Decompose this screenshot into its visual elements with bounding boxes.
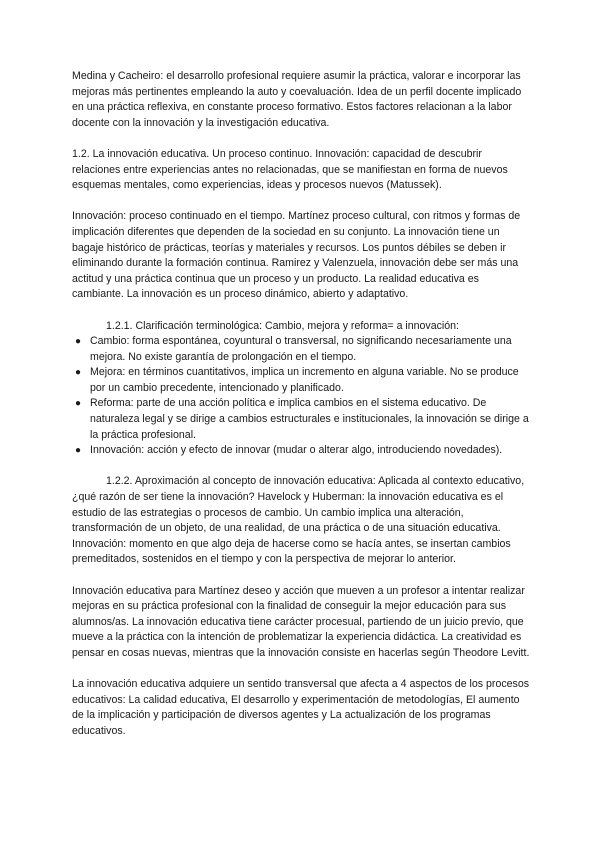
list-item-text: Cambio: forma espontánea, coyuntural o transversal, no significando necesariamente una mejora. No existe garantía de prolongación en el tiempo. [90,335,512,363]
paragraph-innovacion-martinez: Innovación educativa para Martínez deseo y acción que mueven a un profesor a intentar realizar mejoras en su práctica profesional con la finalidad de conseguir la mejor educación para sus alumnos/as. La innovación educativa tiene carácter procesual, partiendo de un juicio previo, que mueve a la práctica con la intención de problematizar la experiencia didáctica. La creatividad es pensar en cosas nuevas, mientras que la innovación consiste en hacerlas según Theodore Levitt. [72,584,530,659]
section-1-2-1-heading: 1.2.1. Clarificación terminológica: Cambio, mejora y reforma= a innovación: [106,319,459,332]
paragraph-medina-cacheiro: Medina y Cacheiro: el desarrollo profesional requiere asumir la práctica, valorar e incorporar las mejoras más pertinentes empleando la auto y coevaluación. Idea de un perfil docente implicado en una práctica reflexiva, en constante proceso formativo. Estos factores relacionan a la labor docente con la innovación y la investigación educativa. [72,70,522,129]
paragraph-section-1-2: 1.2. La innovación educativa. Un proceso continuo. Innovación: capacidad de descubrir relaciones entre experiencias antes no relacionadas, que se manifiestan en forma de nuevos esquemas mentales, como experiencias, ideas y procesos nuevos (Matussek). [72,147,508,192]
list-item-text: Innovación: acción y efecto de innovar (mudar o alterar algo, introduciendo novedades). [90,444,503,457]
list-item-cambio [72,334,532,365]
list-item-mejora [72,365,532,396]
bullet-icon: ● [75,336,82,348]
bullet-icon: ● [75,367,82,379]
list-item-text: Reforma: parte de una acción política e implica cambios en el sistema educativo. De naturaleza legal y se dirige a cambios estructurales e institucionales, la innovación se dirige a la práctica profesional. [90,397,529,441]
terminology-list [72,334,532,459]
paragraph-sentido-transversal: La innovación educativa adquiere un sentido transversal que afecta a 4 aspectos de los procesos educativos: La calidad educativa, El desarrollo y experimentación de metodologías, El aumento de la implicación y participación de diversos agentes y La actualización de los programas educativos. [72,678,530,737]
paragraph-section-1-2-2: 1.2.2. Aproximación al concepto de innovación educativa: Aplicada al contexto educativo, ¿qué razón de ser tiene la innovación? Havelock y Huberman: la innovación educativa es el estudio de las estrategias o procesos de cambio. Un cambio implica una alteración, transformación de un objeto, de una realidad, de una práctica o de una situación educativa. Innovación: momento en que algo deja de hacerse como se hacía antes, se insertan cambios premeditados, sostenidos en el tiempo y con la perspectiva de mejorar lo anterior. [72,475,525,566]
list-item-text: Mejora: en términos cuantitativos, implica un incremento en alguna variable. No se produce por un cambio precedente, intencionado y planificado. [90,366,519,394]
bullet-icon: ● [75,398,82,410]
document-page [72,69,532,755]
list-item-innovacion [72,443,532,459]
paragraph-innovacion-proceso: Innovación: proceso continuado en el tiempo. Martínez proceso cultural, con ritmos y formas de implicación diferentes que dependen de la sociedad en su conjunto. La innovación tiene un bagaje histórico de prácticas, teorías y materiales y recursos. Los puntos débiles se deben ir eliminando durante la formación continua. Ramirez y Valenzuela, innovación debe ser más una actitud y una práctica continua que un proceso y un producto. La realidad educativa es cambiante. La innovación es un proceso dinámico, abierto y adaptativo. [72,210,521,301]
list-item-reforma [72,396,532,443]
bullet-icon: ● [75,445,82,457]
